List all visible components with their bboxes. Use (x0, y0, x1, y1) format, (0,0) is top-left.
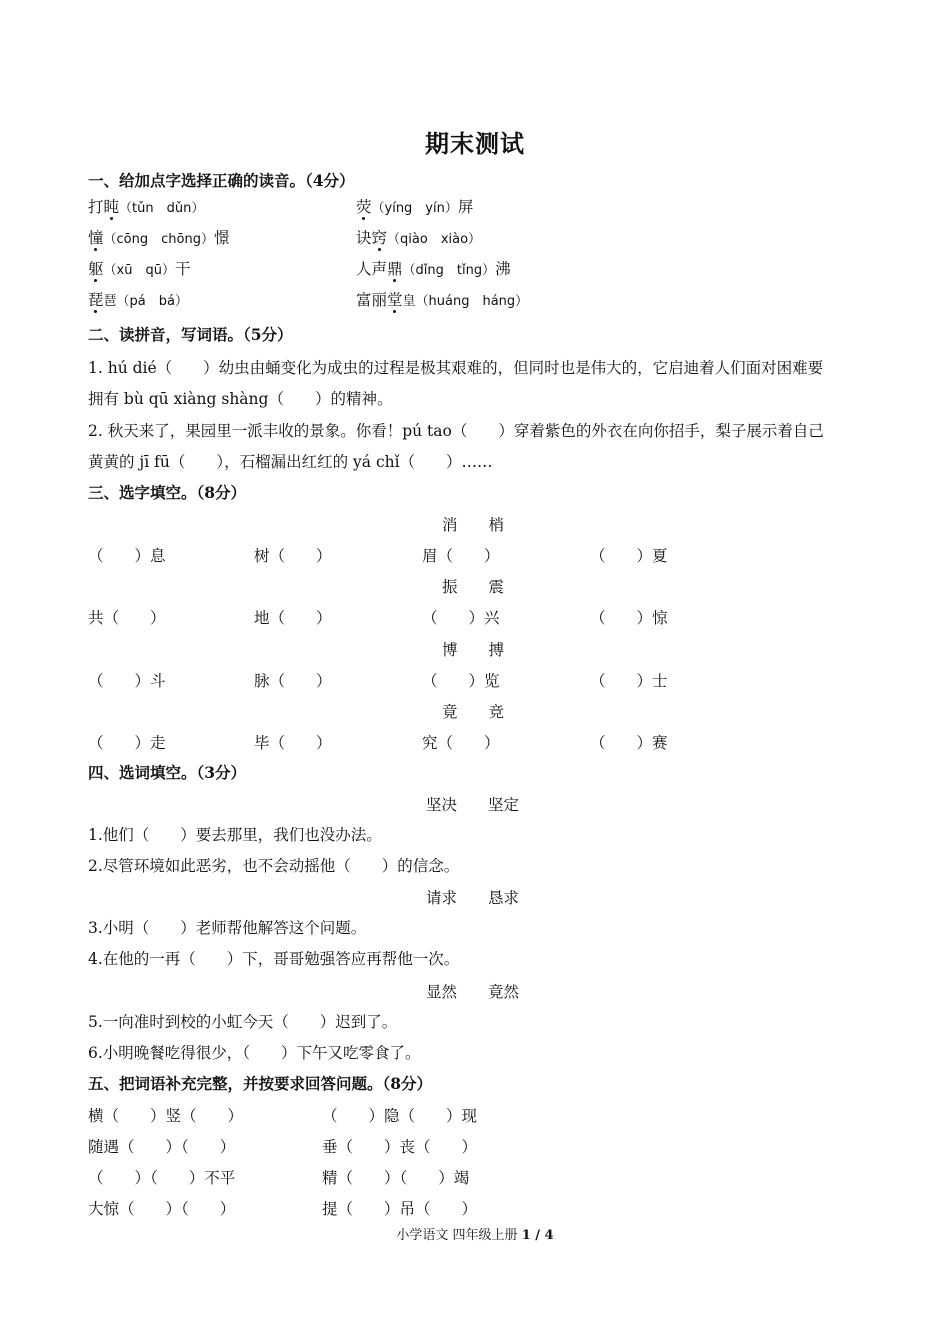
pron-item-4: 诀窍（qiào xiào） (356, 229, 482, 247)
section-1-heading: 一、给加点字选择正确的读音。（4分） (88, 171, 355, 190)
dotted-char: 堂 (387, 291, 403, 309)
fill-cell: （ ）惊 (590, 609, 668, 627)
char-pair-1: 消 梢 (442, 516, 505, 534)
char-pair-2: 振 震 (442, 578, 505, 596)
fill-cell: （ ）士 (590, 672, 668, 690)
page-title: 期末测试 (425, 129, 525, 158)
sec2-line-4: 黄黄的 jī fū（ ），石榴漏出红红的 yá chǐ（ ）…… (88, 453, 493, 471)
fill-cell: 究（ ） (422, 734, 500, 752)
word-pair-1: 坚决 坚定 (426, 796, 520, 814)
fill-cell: 眉（ ） (422, 547, 500, 565)
section-3-heading: 三、选字填空。（8分） (88, 483, 247, 502)
dotted-char: 盹 (103, 198, 120, 216)
fill-cell: 脉（ ） (254, 672, 332, 690)
fill-cell: （ ）兴 (422, 609, 500, 627)
pron-item-3: 憧（cōng chōng）憬 (88, 229, 230, 247)
fill-cell: （ ）斗 (88, 672, 166, 690)
section-4-heading: 四、选词填空。（3分） (88, 763, 247, 782)
fill-cell: （ ）赛 (590, 734, 668, 752)
fill-cell: （ ）览 (422, 672, 500, 690)
fill-cell: （ ）走 (88, 734, 166, 752)
pron-item-2: 荧（yíng yín）屏 (356, 198, 474, 216)
idiom-cell: （ ）隐（ ）现 (322, 1107, 478, 1125)
sec4-q2: 2.尽管环境如此恶劣，也不会动摇他（ ）的信念。 (88, 857, 460, 875)
idiom-cell: 大惊（ ）（ ） (88, 1200, 236, 1218)
dotted-char: 憧 (88, 229, 104, 247)
footer-label: 小学语文 四年级上册 (396, 1228, 518, 1243)
page-footer (0, 1224, 950, 1243)
idiom-cell: 随遇（ ）（ ） (88, 1138, 236, 1156)
section-2-heading: 二、读拼音，写词语。（5分） (88, 325, 293, 344)
char-pair-4: 竟 竞 (442, 703, 505, 721)
fill-cell: 地（ ） (254, 609, 332, 627)
sec4-q4: 4.在他的一再（ ）下，哥哥勉强答应再帮他一次。 (88, 950, 460, 968)
page-number: 1 / 4 (521, 1228, 554, 1243)
fill-cell: 共（ ） (88, 609, 166, 627)
dotted-char: 鼎 (387, 260, 403, 278)
fill-cell: （ ）息 (88, 547, 166, 565)
sec4-q3: 3.小明（ ）老师帮他解答这个问题。 (88, 919, 367, 937)
idiom-cell: （ ）（ ）不平 (88, 1169, 236, 1187)
pron-item-8: 富丽堂皇（huáng háng） (356, 291, 529, 309)
sec2-line-1: 1. hú dié（ ）幼虫由蛹变化为成虫的过程是极其艰难的，但同时也是伟大的，它启迪着人们面对困难要 (88, 359, 824, 377)
sec4-q1: 1.他们（ ）要去那里，我们也没办法。 (88, 826, 382, 844)
dotted-char: 荧 (356, 198, 372, 216)
sec2-line-2: 拥有 bù qū xiàng shàng（ ）的精神。 (88, 390, 393, 408)
sec4-q6: 6.小明晚餐吃得很少，（ ）下午又吃零食了。 (88, 1044, 421, 1062)
char-pair-3: 博 搏 (442, 641, 505, 659)
word-pair-3: 显然 竟然 (426, 983, 520, 1001)
fill-cell: 树（ ） (254, 547, 332, 565)
pron-item-1: 打盹（tǔn dǔn） (88, 198, 205, 216)
pron-item-7: 琵琶（pá bá） (88, 291, 188, 309)
idiom-cell: 横（ ）竖（ ） (88, 1107, 244, 1125)
fill-cell: 毕（ ） (254, 734, 332, 752)
dotted-char: 窍 (371, 229, 388, 247)
idiom-cell: 精（ ）（ ）竭 (322, 1169, 470, 1187)
idiom-cell: 垂（ ）丧（ ） (322, 1138, 478, 1156)
sec4-q5: 5.一向准时到校的小虹今天（ ）迟到了。 (88, 1013, 398, 1031)
section-5-heading: 五、把词语补充完整，并按要求回答问题。（8分） (88, 1074, 433, 1093)
fill-cell: （ ）夏 (590, 547, 668, 565)
idiom-cell: 提（ ）吊（ ） (322, 1200, 478, 1218)
pron-item-5: 躯（xū qū）干 (88, 260, 191, 278)
dotted-char: 躯 (88, 260, 104, 278)
dotted-char: 琵 (88, 291, 104, 309)
word-pair-2: 请求 恳求 (426, 889, 520, 907)
sec2-line-3: 2. 秋天来了，果园里一派丰收的景象。你看！pú tao（ ）穿着紫色的外衣在向你招手，梨子展示着自己 (88, 422, 824, 440)
pron-item-6: 人声鼎（dǐng tǐng）沸 (356, 260, 511, 278)
